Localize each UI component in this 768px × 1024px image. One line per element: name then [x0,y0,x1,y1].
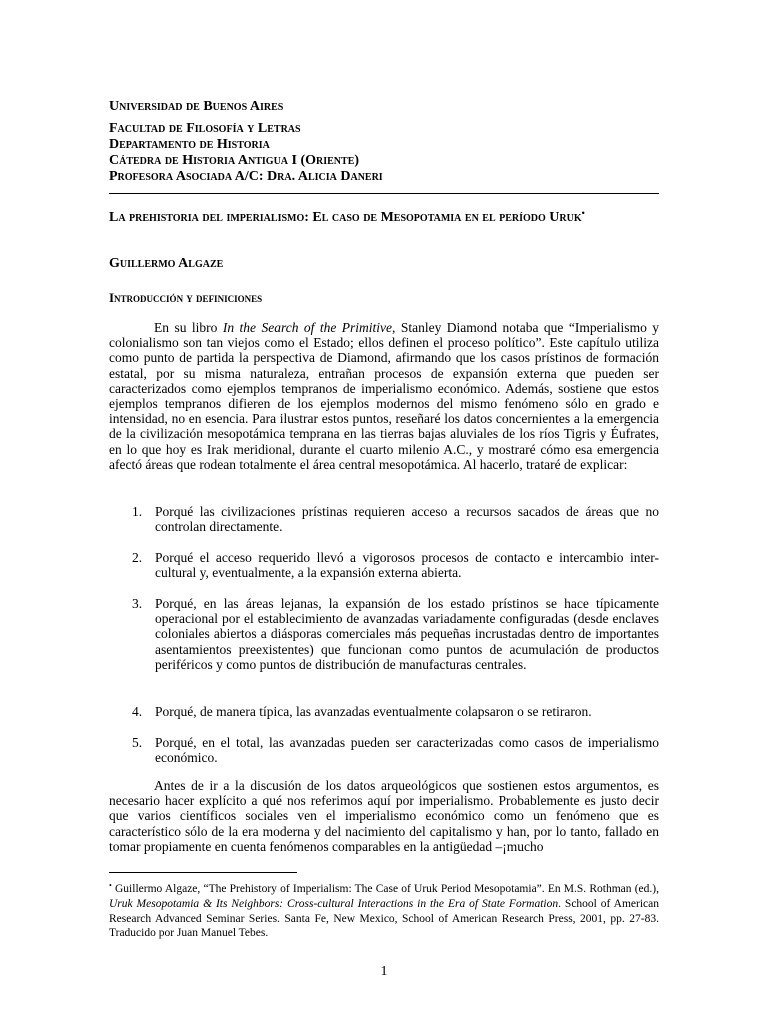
list-item-number: 3. [132,596,143,611]
footnote-text-start: Guillermo Algaze, “The Prehistory of Imperialism: The Case of Uruk Period Mesopotamia”. En M.S. Rothman (ed.), [111,883,659,895]
list-item-number: 1. [132,504,143,519]
header-divider [109,193,659,194]
intro-paragraph [109,320,659,472]
footnote-text-end: . School of American Research Advanced Seminar Series. Santa Fe, New Mexico, School of American Research Press, 2001, pp. 27-83. Traducido por Juan Manuel Tebes. [109,897,659,940]
university-name: Universidad de Buenos Aires [109,99,284,114]
footnote-mark: • [109,881,112,890]
list-item-number: 5. [132,735,143,750]
title-footnote-mark: • [581,208,585,218]
section-heading: Introducción y definiciones [109,290,263,305]
chair-name: Cátedra de Historia Antigua I (Oriente) [109,153,360,168]
list-item-number: 4. [132,704,143,719]
book-title: In the Search of the Primitive [222,320,393,335]
list-item-text: Porqué, en el total, las avanzadas pueden ser caracterizadas como casos de imperialismo económico. [155,735,659,766]
intro-text-rest: , Stanley Diamond notaba que “Imperialismo y colonialismo son tan viejos como el Estado; ellos definen el proceso político”. Este capítulo utiliza como punto de partida la perspectiva de Diamond, afirmando que los casos prístinos de formación estatal, por su misma naturaleza, entrañan procesos de expansión externa que pueden ser caracterizados como ejemplos tempranos de imperialismo económico. Además, sostiene que estos ejemplos tempranos difieren de los ejemplos modernos del mismo fenómeno sólo en grado e intensidad, no en esencia. Para ilustrar estos puntos, reseñaré los datos concernientes a la emergencia de la civilización mesopotámica temprana en las tierras bajas aluviales de los ríos Tigris y Éufrates, en lo que hoy es Irak meridional, durante el cuarto milenio A.C., y mostraré cómo esa emergencia afectó áreas que rodean totalmente el área central mesopotámica. Al hacerlo, trataré de explicar: [109,320,660,472]
list-item-number: 2. [132,550,143,565]
list-item-text: Porqué, en las áreas lejanas, la expansión de los estado prístinos se hace típicamente operacional por el establecimiento de avanzadas variadamente configuradas (desde enclaves coloniales abiertos a diásporas comerciales más pequeñas incrustadas dentro de importantes asentamientos preexistentes) que funcionan como puntos de acumulación de productos periféricos y como puntos de distribución de manufacturas centrales. [155,596,659,672]
list-item-text: Porqué, de manera típica, las avanzadas eventualmente colapsaron o se retiraron. [155,704,592,719]
article-author: Guillermo Algaze [109,256,224,271]
footnote-book-title: Uruk Mesopotamia & Its Neighbors: Cross-cultural Interactions in the Era of State Formation [109,897,559,910]
intro-text-start: En su libro [154,320,223,335]
article-title [109,205,659,226]
footnote [109,879,659,941]
article-title-text: La prehistoria del imperialismo: El caso de Mesopotamia en el período Uruk [109,210,582,225]
list-item-text: Porqué el acceso requerido llevó a vigorosos procesos de contacto e intercambio inter-cultural y, eventualmente, a la expansión externa abierta. [155,550,659,581]
faculty-name: Facultad de Filosofía y Letras [109,121,301,136]
page-number: 1 [380,964,388,979]
professor-name: Profesora Asociada A/C: Dra. Alicia Daneri [109,169,383,184]
second-paragraph: Antes de ir a la discusión de los datos arqueológicos que sostienen estos argumentos, es necesario hacer explícito a qué nos referimos aquí por imperialismo. Probablemente es justo decir que varios científicos sociales ven el imperialismo económico como un fenómeno que es característico sólo de la era moderna y del nacimiento del capitalismo y han, por lo tanto, fallado en tomar propiamente en cuenta fenómenos comparables en la antigüedad –¡mucho [109,778,659,854]
institution-header [109,99,659,185]
department-name: Departamento de Historia [109,137,270,152]
footnote-divider [109,872,297,873]
list-item-text: Porqué las civilizaciones prístinas requieren acceso a recursos sacados de áreas que no controlan directamente. [155,504,659,535]
